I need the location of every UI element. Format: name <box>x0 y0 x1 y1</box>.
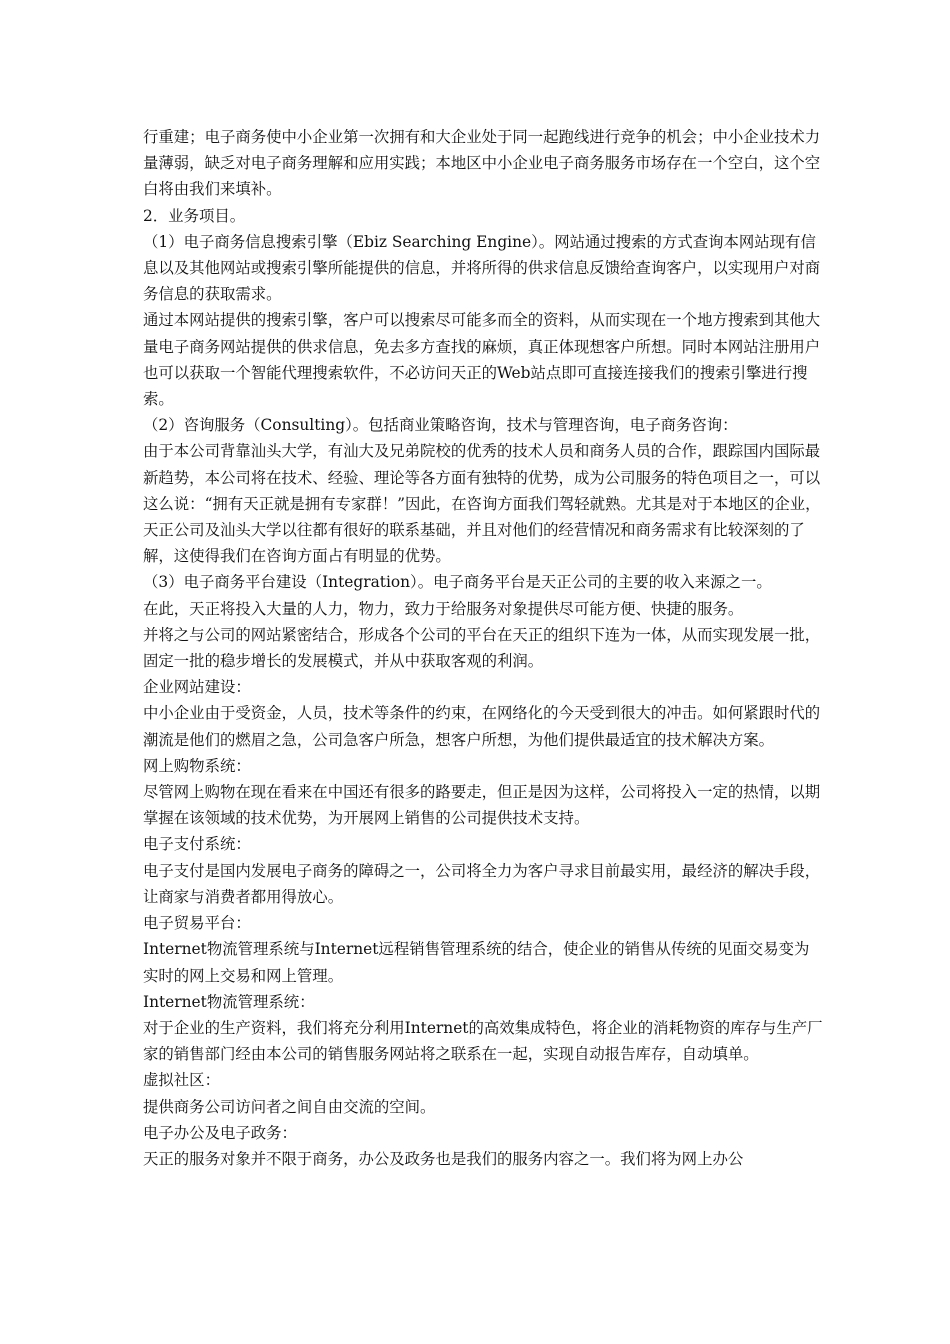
paragraph-market-gap: 行重建；电子商务使中小企业第一次拥有和大企业处于同一起跑线进行竞争的机会；中小企业技术力量薄弱，缺乏对电子商务理解和应用实践；本地区中小企业电子商务服务市场存在一个空白，这个空白将由我们来填补。 <box>143 128 821 199</box>
heading-website-building: 企业网站建设： <box>143 678 251 697</box>
paragraph-e-payment: 电子支付是国内发展电子商务的障碍之一，公司将全力为客户寻求目前最实用，最经济的解决手段，让商家与消费者都用得放心。 <box>143 861 821 906</box>
paragraph-e-office-government: 天正的服务对象并不限于商务，办公及政务也是我们的服务内容之一。我们将为网上办公 <box>143 1149 744 1168</box>
paragraph-e-trade: Internet物流管理系统与Internet远程销售管理系统的结合，使企业的销售从传统的见面交易变为实时的网上交易和网上管理。 <box>143 940 810 985</box>
paragraph-search-engine-detail: 通过本网站提供的搜索引擎，客户可以搜索尽可能多而全的资料，从而实现在一个地方搜索到其他大量电子商务网站提供的供求信息，免去多方查找的麻烦，真正体现想客户所想。同时本网站注册用户也可以获取一个智能代理搜索软件，不必访问天正的Web站点即可直接连接我们的搜索引擎进行搜索。 <box>143 311 821 409</box>
heading-business-items: 2．业务项目。 <box>143 206 246 225</box>
paragraph-logistics: 对于企业的生产资料，我们将充分利用Internet的高效集成特色，将企业的消耗物资的库存与生产厂家的销售部门经由本公司的销售服务网站将之联系在一起，实现自动报告库存，自动填单。 <box>143 1018 823 1064</box>
heading-e-payment: 电子支付系统： <box>143 835 251 854</box>
heading-e-trade: 电子贸易平台： <box>143 914 251 933</box>
paragraph-online-shopping: 尽管网上购物在现在看来在中国还有很多的路要走，但正是因为这样，公司将投入一定的热情，以期掌握在该领域的技术优势，为开展网上销售的公司提供技术支持。 <box>143 783 821 828</box>
paragraph-integration-detail: 在此，天正将投入大量的人力，物力，致力于给服务对象提供尽可能方便、快捷的服务。 <box>143 599 744 618</box>
paragraph-website-building: 中小企业由于受资金，人员，技术等条件的约束，在网络化的今天受到很大的冲击。如何紧跟时代的潮流是他们的燃眉之急，公司急客户所急，想客户所想，为他们提供最适宜的技术解决方案。 <box>143 704 821 749</box>
paragraph-consulting: （2）咨询服务（Consulting）。包括商业策略咨询，技术与管理咨询，电子商务咨询： <box>143 416 738 435</box>
paragraph-integration-model: 并将之与公司的网站紧密结合，形成各个公司的平台在天正的组织下连为一体，从而实现发展一批，固定一批的稳步增长的发展模式，并从中获取客观的利润。 <box>143 625 821 671</box>
paragraph-virtual-community: 提供商务公司访问者之间自由交流的空间。 <box>143 1097 436 1116</box>
heading-logistics: Internet物流管理系统： <box>143 992 315 1011</box>
heading-e-office-government: 电子办公及电子政务： <box>143 1123 297 1142</box>
paragraph-integration: （3）电子商务平台建设（Integration）。电子商务平台是天正公司的主要的收入来源之一。 <box>143 573 772 592</box>
heading-online-shopping: 网上购物系统： <box>143 756 251 775</box>
paragraph-search-engine: （1）电子商务信息搜索引擎（Ebiz Searching Engine）。网站通过搜索的方式查询本网站现有信息以及其他网站或搜索引擎所能提供的信息，并将所得的供求信息反馈给查询客户，以实现用户对商务信息的获取需求。 <box>143 232 821 304</box>
heading-virtual-community: 虚拟社区： <box>143 1071 220 1090</box>
document-body <box>143 124 823 1172</box>
paragraph-consulting-detail: 由于本公司背靠汕头大学，有汕大及兄弟院校的优秀的技术人员和商务人员的合作，跟踪国内国际最新趋势，本公司将在技术、经验、理论等各方面有独特的优势，成为公司服务的特色项目之一，可以这么说：“拥有天正就是拥有专家群！”因此，在咨询方面我们驾轻就熟。尤其是对于本地区的企业，天正公司及汕头大学以往都有很好的联系基础，并且对他们的经营情况和商务需求有比较深刻的了解，这使得我们在咨询方面占有明显的优势。 <box>143 442 821 566</box>
